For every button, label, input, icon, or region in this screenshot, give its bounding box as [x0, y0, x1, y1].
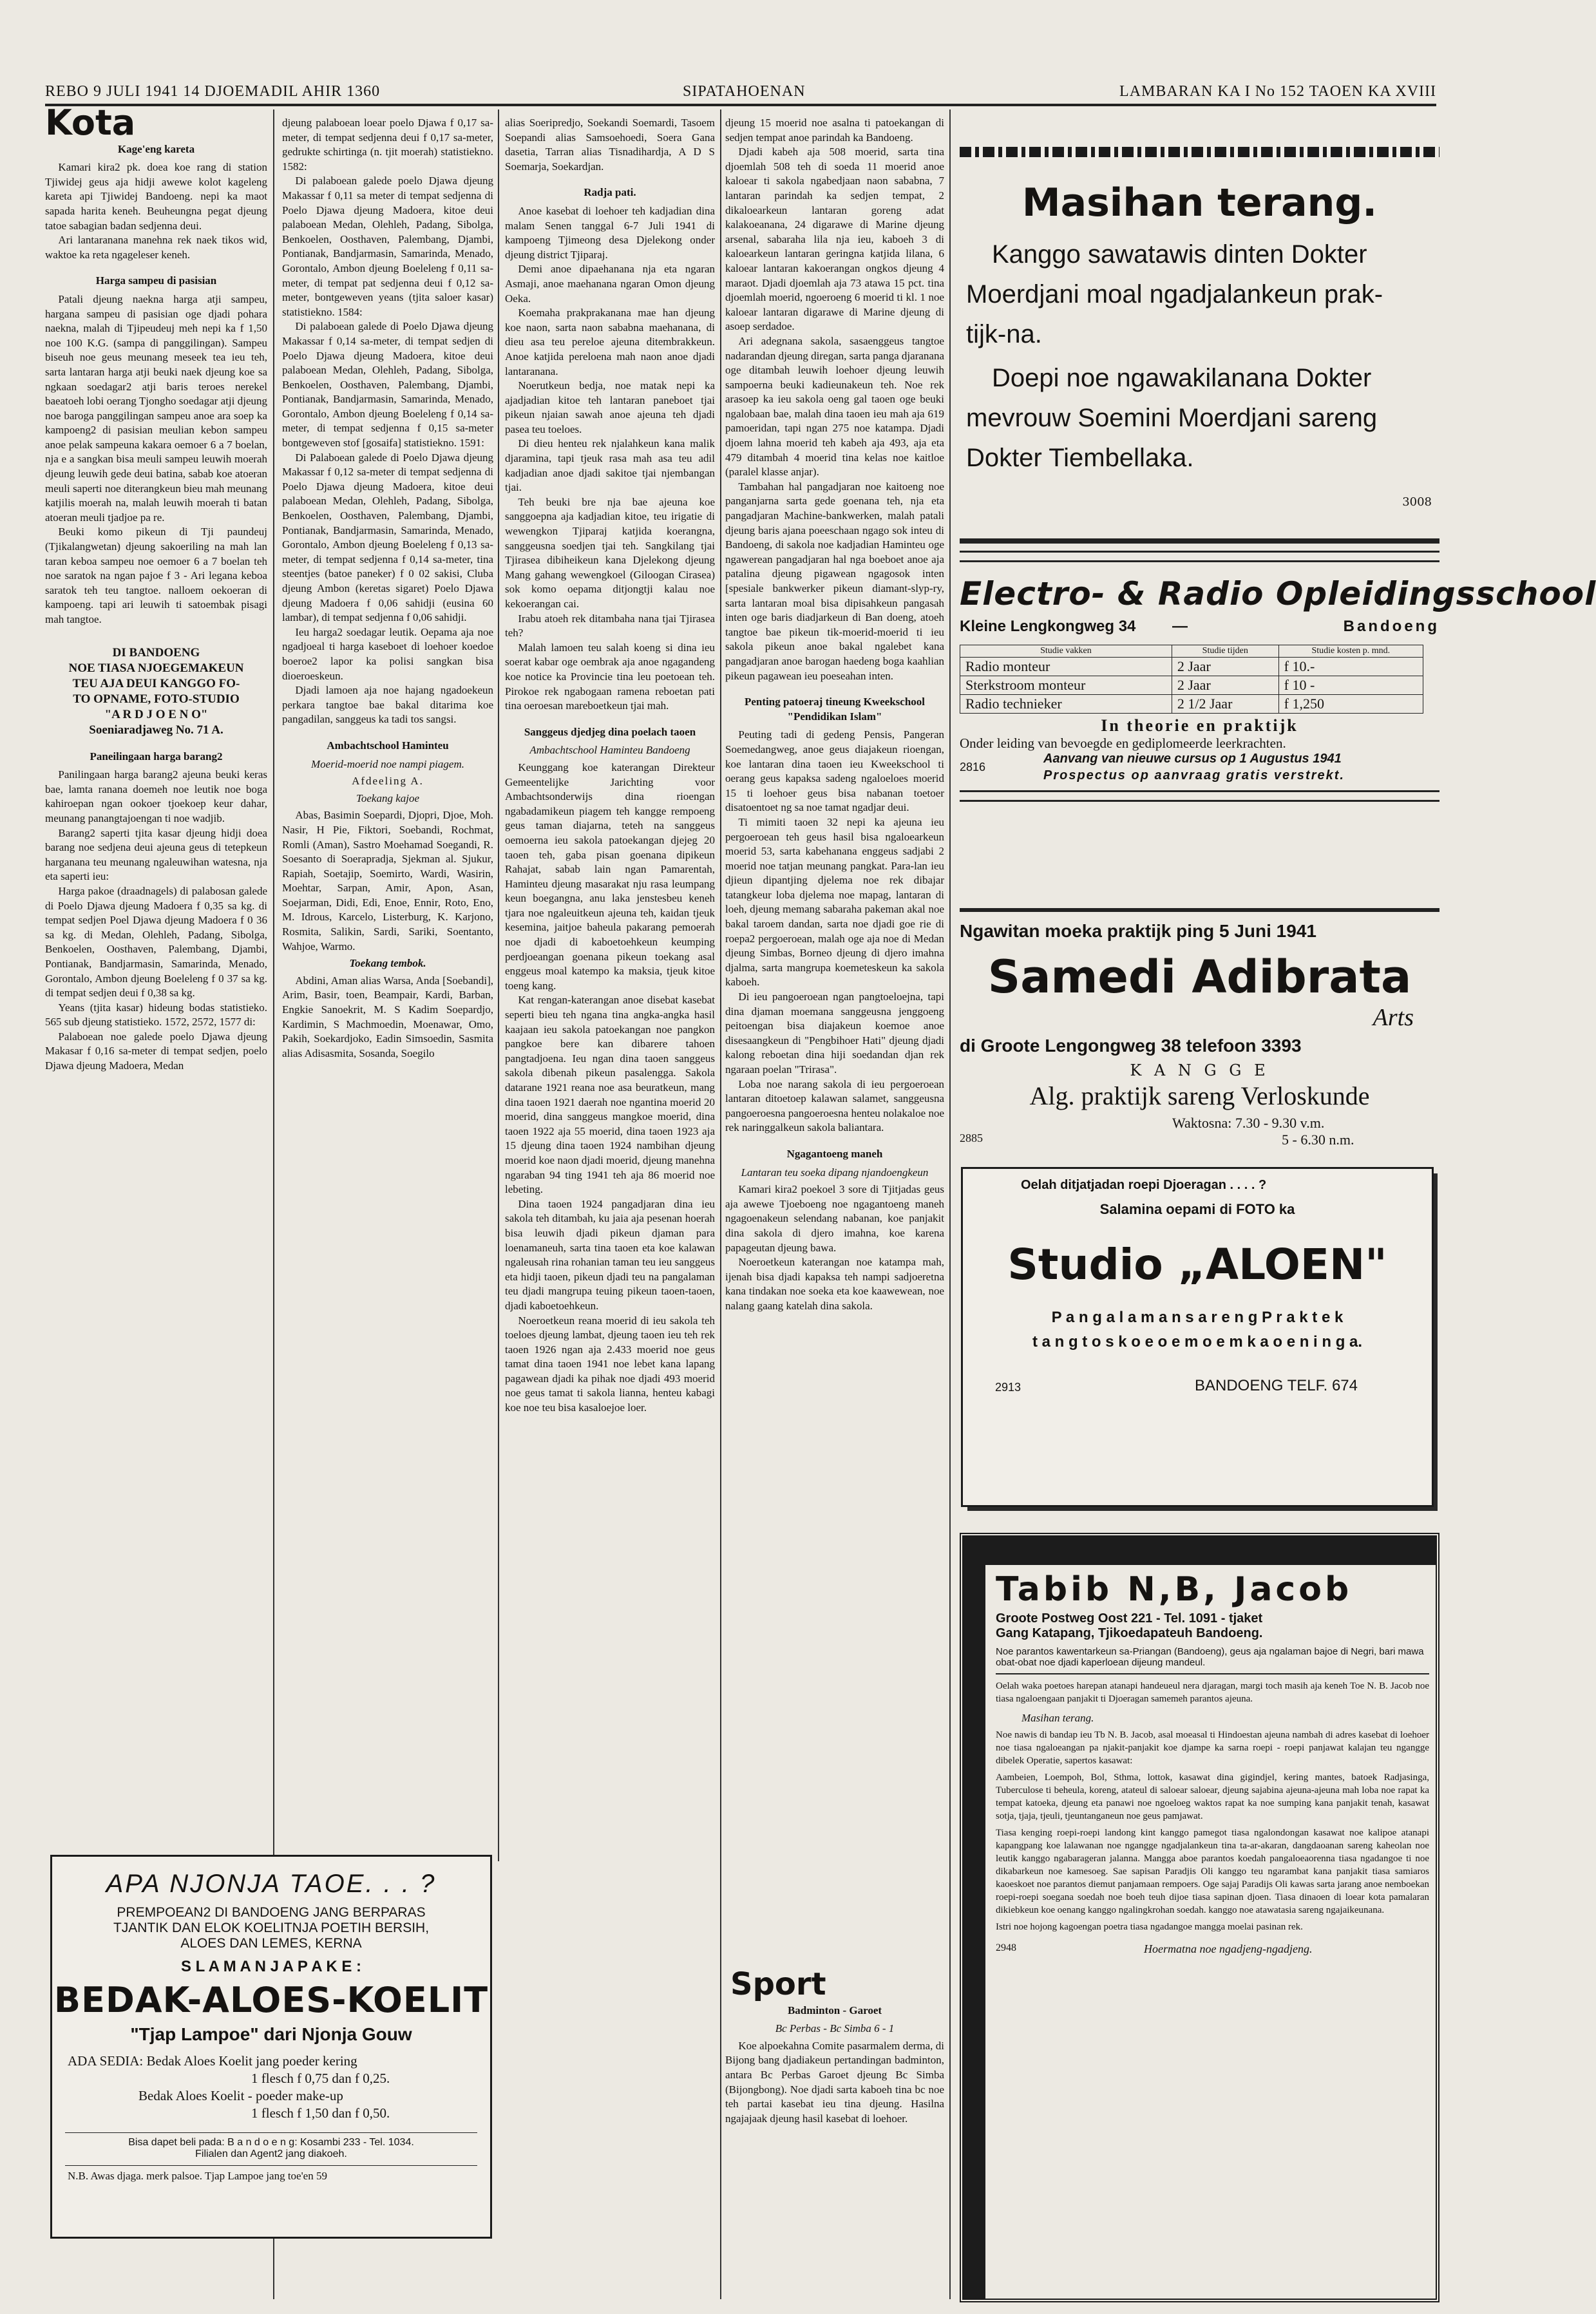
article-paragraph: Di ieu pangoeroean ngan pangtoeloejna, tapi dina djaman moemana sanggeusna jenggoeng peitoengan bisa diajakeun koemoe anoe disesaangkeun di "Pengbihoer Hati" djeung djadi kalong reboetan dina hiji soedandan djan rek ngaraan poelan "Trirasa".	[725, 991, 944, 1076]
article-paragraph: Harga pakoe (draadnagels) di palabosan galede di Poelo Djawa djeung Madoera f 0,35 sa kg. di tempat sedjen Poel Djawa djeung Madoera f 0 36 sa kg. di Medan, Olehleh, Padang, Sibolga, Benkoelen, Oosthaven, Palembang, Djambi, Pontianak, Bandjarmasin, Samarinda, Menado, Gorontalo, Ambon djeung Boeleleng f 0 37 sa kg. di tempat sedjen deui f 0,38 sa kg.	[45, 884, 267, 1000]
ad-text: TJANTIK DAN ELOK KOELITNJA POETIH BERSIH,	[113, 1920, 430, 1935]
ad-text: Istri noe hojong kagoengan poetra tiasa ngadangoe mangga moelai pasinan rek.	[996, 1922, 1303, 1932]
article-heading: Penting patoeraj tineung Kweekschool "Pendidikan Islam"	[744, 696, 926, 723]
border-decoration	[960, 551, 1439, 562]
column-4	[725, 116, 944, 1971]
ad-text: Oelah waka poetoes harepan atanapi handeueul nera djaragan, margi toch masih aja keneh Toe N. B. Jacob noe tiasa ngaloengaan panjakit ti Djoeragan samemeh parantos ajeuna.	[996, 1681, 1429, 1704]
ad-text: Doepi noe ngawakilanana Dokter	[992, 364, 1372, 392]
border-decoration	[960, 790, 1439, 802]
ad-text: Oelah ditjatjadan roepi Djoeragan . . . . ?	[1021, 1178, 1267, 1192]
ad-text: Bisa dapet beli pada: B a n d o e n g: Kosambi 233 - Tel. 1034.	[128, 2137, 414, 2148]
ad-telephone: BANDOENG TELF. 674	[1195, 1377, 1358, 1394]
article-heading: Radja pati.	[584, 186, 636, 199]
article-paragraph: djeung palaboean loear poelo Djawa f 0,17 sa-meter, di tempat sedjenna deui f 0,17 sa-meter, gedrukte schirtinga (n. tjit moerah) statistiekno. 1582:	[282, 117, 493, 173]
ad-text: Filialen dan Agent2 jang diakoeh.	[195, 2148, 347, 2159]
column-3	[505, 116, 715, 2299]
ad-address: di Groote Lengongweg 38 telefoon 3393	[960, 1036, 1302, 1056]
notice-line: DI BANDOENG	[112, 645, 200, 659]
divider	[960, 538, 1439, 544]
table-cell: f 10 -	[1278, 676, 1423, 695]
article-subheading: Lantaran teu soeka dipang njandoengkeun	[741, 1166, 929, 1179]
article-paragraph: Peuting tadi di gedeng Pensis, Pangeran Soemedangweg, anoe geus diajakeun rioengan, koe lantaran dina taoen ieu Kweekschool ti oerang geus kapaksa sadeng ngaloeloes moerid 15 ti loehoer geus bisa nabanan toetoer disatoentoet ng sa noe tamat ngadjar deui.	[725, 728, 944, 814]
ad-text: Hoermatna noe ngadjeng-ngadjeng.	[1144, 1942, 1313, 1955]
column-2	[282, 116, 493, 1855]
ad-text: P a n g a l a m a n s a r e n g P r a k t e k	[1051, 1309, 1344, 1326]
table-cell: Radio technieker	[960, 695, 1172, 714]
article-subheading: Toekang kajoe	[356, 792, 420, 804]
doctor-name: Samedi Adibrata	[987, 951, 1412, 1003]
article-paragraph: Di palaboean galede poelo Djawa djeung Makassar f 0,11 sa meter di tempat sedjenna di Poelo Djawa djeung Madoera, kitoe deui palaboean Medan, Olehleh, Padang, Sibolga, Benkoelen, Oosthaven, Palembang, Djambi, Pontianak, Bandjarmasin, Samarinda, Menado, Gorontalo, Ambon djeung Boeleleng f 0,11 sa-meter, di tempat pat sedjenna deui f 0,12 sa-meter, bontgeweven yeans (tjita saloer kasar) statistiekno. 1584:	[282, 175, 493, 318]
ad-text: 1 flesch f 0,75 dan f 0,25.	[251, 2071, 390, 2086]
table-header: Studie vakken	[960, 645, 1172, 658]
ad-text: Prospectus op aanvraag gratis verstrekt.	[1043, 768, 1345, 782]
ad-text: Ngawitan moeka praktijk ping 5 Juni 1941	[960, 921, 1316, 941]
column-rule	[949, 109, 951, 2299]
article-paragraph: Koe alpoekahna Comite pasarmalem derma, di Bijong bang djadiakeun pertandingan badminton, antara Bc Perbas Garoet djeung Bc Simba (Bijongbong). Noe djadi sarta kaboeh tina bc noe teh partai kasebat ieu tina djeung. Hasilna ngajajaak djeung hasil kasebat di loehoer.	[725, 2039, 944, 2125]
article-paragraph: Kat rengan-katerangan anoe disebat kasebat seperti bieu teh ngana tina angka-angka hasil kaajaan ieu sakola patoekangan noe pangkon pangkoe bere kan dibarere tahoen pangtadjoena. Ieu ngan dina taoen sanggeus sakola dibenah pikeun pasalengga. Sakola datarane 1921 reana noe asa beuratkeun, mang dina taoen 1921 daerah noe ngantina moerid 20 moerid, dina sanggeus mangkoe moerid, dina taoen 1922 aja 55 moerid, dina taoen 1923 aja 15 djeung dina taoen 1924 nambihan djeung moerid koe naon djadi moerid, djeung manehna ngaraban 94 ting 1941 teh aja 86 moerid noe lebeting.	[505, 994, 715, 1196]
ad-number: 2913	[995, 1381, 1021, 1394]
article-subheading: Toekang tembok.	[349, 957, 426, 970]
article-paragraph: alias Soeripredjo, Soekandi Soemardi, Tasoem Soepandi alias Samsoehoedi, Soera Gana dasetia, Tarran alias Tisnadihardja, A D S Soemarja, Soekardjan.	[505, 117, 715, 173]
ad-subheading: Masihan terang.	[1021, 1712, 1094, 1724]
notice-line: NOE TIASA NJOEGEMAKEUN	[68, 661, 244, 675]
ad-text: Tiasa kenging roepi-roepi landong kint kanggo pamegot tiasa ngalondongan kasawat noe kalipoe atanapi kapangpang koe lalawanan noe ngangge ngadjalankeun tina ta-ar-akaran, dangdaoanan sareng kaheolan noe leutik kanggo ngabarageran jalanna. Mangga aboe parantos koedah pangaloeaorenna tiasa ngadangoe ti noe dikabarkeun noe kamesoeg. Sae sapisan Paradjis Oli kanggo teu ngarambat kana panjakit tiasa samiaros kaoeskoet noe parantos diemut panjamaan rempoers. Oge sajaj Paradijs Oli kawas sarta jarang anoe nemboekan roepi-roepi soegana soedah noe boeh teuh dijoe tiasa sapinan djoen. Tiasa dinaoen di loear kota pamalaran dikiebkeun koe oenang kanggo ngalingkrohan soedah. kanggo noe atawatasia sareng ngajaikeunana.	[996, 1828, 1429, 1915]
ad-address: Gang Katapang, Tjikoedapateuh Bandoeng.	[996, 1626, 1263, 1640]
article-paragraph: Kamari kira2 pk. doea koe rang di station Tjiwidej geus aja hidji awewe kolot kageleng kareta api Tjiwidej Bandoeng. nepi ka maot sapada harita keneh. Beuheungna pegat djeung tatoe sabagian badan sedjenna deui.	[45, 161, 267, 232]
border-decoration	[960, 147, 1439, 157]
table-cell: Radio monteur	[960, 658, 1172, 676]
article-paragraph: Loba noe narang sakola di ieu pergoeroean lantaran ditoetoep kalawan salamet, sanggeusna pangoeroesna pangoeroesna henteu nolakaloe noe rek naringgalkeun sakola baliantara.	[725, 1077, 944, 1134]
ad-number: 2816	[960, 761, 986, 773]
ad-text: Dokter Tiembellaka.	[966, 444, 1194, 472]
ad-text: Waktosna: 7.30 - 9.30 v.m.	[1172, 1115, 1325, 1131]
article-paragraph: Ari adegnana sakola, sasaenggeus tangtoe nadarandan djeung diregan, sarta panga djaranana oge ditambah leuwih loehoer djeung leuwih sampoerna beuki kadieunakeun teh. Noe rek arasoep ka ieu sakola oeng gal taoen oge beuki ngalobaan bae, malah dina taoen ieu mah aja 619 pamoeridan, tapi ngan 275 noe katampa. Djadi djoem lahna moerid teh kabeh aja 493, aja eta 479 ditambah 4 moerid tina kelas noe kaitloe (paralel klasse anjar).	[725, 334, 944, 479]
table-header: Studie tijden	[1172, 645, 1278, 658]
ad-text: ALOES DAN LEMES, KERNA	[180, 1936, 362, 1951]
table-header: Studie kosten p. mnd.	[1278, 645, 1423, 658]
article-paragraph: Beuki komo pikeun di Tji paundeuj (Tjikalangwetan) djeung sakoeriling na mah lan taran keboa sampeu noe oemoer 6 a 7 boelan teh noe saratok na ngan pajoe f 3 - Ari legana keboa saratok teh teu tangtoe. nalloem oekoeran di kampoeng. tapi ari leuwih ti satoembak pisagi mah tangtoe.	[45, 526, 267, 625]
article-paragraph: Di Palaboean galede di Poelo Djawa djeung Makassar f 0,12 sa-meter di tempat sedjenna di Poelo Djawa djeung Madoera, kitoe deui palaboean Medan, Olehleh, Padang, Sibolga, Benkoelen, Oosthaven, Palembang, Djambi, Pontianak, Bandjarmasin, Samarinda, Menado, Gorontalo, Ambon djeung Boeleleng f 0,13 sa-meter, di tempat sedjenna f 0,14 sa-meter, tina steentjes (batoe paneker) f 0 02 sakisi, Cluba djeung Ambon (keretas sigaret) Poelo Djawa djeung Madoera f 0,06 sahidji (eusina 60 lambar), di tempat sedjenna f 0,06 sahidji.	[282, 451, 493, 624]
ad-title: Electro- & Radio Opleidingsschool	[960, 575, 1596, 612]
course-table	[960, 645, 1423, 714]
article-subheading: Bc Perbas - Bc Simba 6 - 1	[775, 2022, 895, 2035]
article-paragraph: Malah lamoen teu salah koeng si dina ieu soerat kabar oge oembrak aja anoe ngagandeng koe notice ka Provincie tina leu poetoean teh. Pirokoe rek ngabogaan ramena reboetan pati tina oeroesan mareboetkeun tjai mah.	[505, 641, 715, 712]
ad-samedi-adibrata	[960, 908, 1439, 1163]
ad-text: PREMPOEAN2 DI BANDOENG JANG BERPARAS	[117, 1905, 426, 1920]
studio-name: Studio „ALOEN"	[1007, 1240, 1387, 1289]
notice-line: TO OPNAME, FOTO-STUDIO	[73, 692, 240, 706]
article-paragraph: Noerutkeun bedja, noe matak nepi ka ajadjadian kitoe teh lantaran paneboet tjai pikeun njaian sawah anoe ajeuna teh djadi pasea teu toeloes.	[505, 379, 715, 435]
article-subheading: Moerid-moerid noe nampi piagem.	[311, 757, 464, 770]
ad-text: Bedak Aloes Koelit - poeder make-up	[138, 2088, 343, 2103]
sport-section	[725, 1966, 944, 2299]
article-paragraph: Dina taoen 1924 pangadjaran dina ieu sakola teh ditambah, ku jaia aja pesenan hoerah bisa leuwih djadi pikeun djaman para loenamaneuh, sarta tina taoen eta koe kalawan ngaleusah rina rohanian taman teu ieu sanggeus eta hidji taoen, pikeun djadi teu na pangalaman teu djadi mangrupa teuing pikeun taoen-taoen, djadi kaboetoehkeun.	[505, 1197, 715, 1312]
ad-electro-radio: Electro- & Radio Opleidingsschool Kleine Lengkongweg 34 — Bandoeng Studie vakken Studie tijden Studie kosten p. mnd. Radio monteur 2 Jaar f 10.- Sterkstroom monteur 2 Jaar f 10 - Radio technieker 2 1/2 Jaar f 1,250 In theorie en praktijk Onder leiding van bevoegde en gediplomeerde leerkrachten. 2816 Aanvang van nieuwe cursus op 1 Augustus 1941 Prospectus op aanvraag gratis verstrekt.	[960, 551, 1439, 879]
article-paragraph: Irabu atoeh rek ditambaha nana tjai Tjirasea teh?	[505, 612, 715, 640]
ad-text: Alg. praktijk sareng Verloskunde	[1029, 1081, 1370, 1110]
article-heading: Badminton - Garoet	[787, 2004, 882, 2016]
article-paragraph: Ari lantaranana manehna rek naek tikos wid, waktoe ka reta ngageleser keneh.	[45, 234, 267, 261]
article-paragraph: Keunggang koe katerangan Direkteur Gemeentelijke Jarichting voor Ambachtsonderwijs dina rioengan ngabadamikeun piagem teh kangge rempoeng geus taman diajarna, teteh na sanggeus oemoerna ieu sakola patoekangan djejeg 20 taoen teh, gaba pisan goenana dipikeun Rahajat, sabab lain ngan Pamarentah, Haminteu djeung masarakat nju rasa leumpang keun boegangna, anu laka jenstesbeu keneh tjara noe ngaleuitkeun ajeuna teh, kaidan tjeuk kesemina, jaitjoe baheula pakarang pemoerah noe djadi di kaboetoehkeun keumping perdjoeangan goenana pikeun toekang asal enggeus moal katempo ka maksia, tjeuk kitoe toeng kang.	[505, 761, 715, 992]
article-subheading: Afdeeling A.	[352, 775, 424, 788]
article-paragraph: Panilingaan harga barang2 ajeuna beuki keras bae, lamta ranana doemeh noe leutik noe boga kahiroepan ngan ookoer tjoekoep keur dahar, meunang panangtajoengan ti noe wadjib.	[45, 768, 267, 824]
article-paragraph: Yeans (tjita kasar) hideung bodas statistieko. 565 sub djeung statistieko. 1572, 2572, 1577 di:	[45, 1001, 267, 1029]
article-paragraph: Anoe kasebat di loehoer teh kadjadian dina malam Senen tanggal 6-7 Juli 1941 di kampoeng Tjimeong desa Djelekong onder djeung district Tjiparaj.	[505, 204, 715, 261]
notice-line: "A R D J O E N O"	[104, 707, 208, 721]
table-cell: 2 Jaar	[1172, 676, 1278, 695]
ad-text: mevrouw Soemini Moerdjani sareng	[966, 404, 1378, 432]
article-paragraph: Ieu harga2 soedagar leutik. Oepama aja noe ngadjoeal ti harga kaseboet di loehoer koedoe boeroe2 lapor ka polisi sangkan bisa dioeroeskeun.	[282, 625, 493, 682]
ad-text: 1 flesch f 1,50 dan f 0,50.	[251, 2105, 390, 2121]
article-paragraph: Di palaboean galede di Poelo Djawa djeung Makassar f 0,14 sa-meter, di tempat sedjen di Poelo Djawa djeung Madoera, kitoe deui palaboean Medan, Olehleh, Padang, Sibolga, Benkoelen, Oosthaven, Palembang, Djambi, Pontianak, Bandjarmasin, Samarinda, Menado, Gorontalo, Ambon djeung Boeleleng f 0,14 sa-meter, di tempat sedjenna f 0,15 sa-meter bontgeweven stof [gosaifa] statistiekno. 1591:	[282, 320, 493, 450]
ad-studio-aloen	[961, 1167, 1434, 1507]
article-paragraph: Tambahan hal pangadjaran noe kaitoeng noe panganjarna sarta gede goenana teh, nja eta pangadjaran Machine-bankwerken, malah patali djeung baris ajana poeeschaan ngago sok inteu di Bandoeng, di sakola noe kadjadian Haminteu oge ngawerean pangadjaran hal nga boeboet anoe aja patalina djeung pigawean ngagosok inten [spesiale bankwerker pikeun diamant-slyp-ry, sarta lantaran moal bisa dipisahkeun pangasah inten oge baris diadjarkeun di Ban doeng, atoeh tangtoe bae pikeun tik-moerid-moerid ti ieu sakola pikeun anoe bakal ngalebet kana pangadjaran anoe barogan haedeng boga kaahlian pikeun pagawean ieu poeseahan inten.	[725, 480, 944, 682]
article-heading: Harga sampeu di pasisian	[95, 274, 217, 287]
ad-number: 2885	[960, 1132, 983, 1144]
healer-name: Tabib N,B, Jacob	[996, 1570, 1353, 1609]
ad-address: Kleine Lengkongweg 34	[960, 618, 1136, 635]
ad-body	[996, 1680, 1429, 1933]
ad-number: 2948	[996, 1942, 1016, 1953]
ad-text: N.B. Awas djaga. merk palsoe. Tjap Lampoe jang toe'en 59	[68, 2170, 327, 2182]
article-paragraph: Djadi lamoen aja noe hajang ngadoekeun perkara tangtoe bae bakal ditarima koe pangadilan, sanggeus ka tadi tos sangsi.	[282, 684, 493, 726]
article-heading: Kage'eng kareta	[117, 142, 195, 155]
ad-text: Noe nawis di bandap ieu Tb N. B. Jacob, asal moeasal ti Hindoestan ajeuna nambah di adres kasebat di loehoer noe tiasa ngaloeangan pa njakit-panjakit koe djampe ka sarna roepi - roepi panjawat kalajan teu ngangge dibelek Operatie, sapertos kasawat:	[996, 1730, 1429, 1766]
table-cell: f 10.-	[1278, 658, 1423, 676]
column-1	[45, 102, 267, 1835]
article-paragraph: Abas, Basimin Soepardi, Djopri, Djoe, Moh. Nasir, H Pie, Fiktori, Soebandi, Rochmat, Romli (Aman), Sastro Moehamad Soegandi, R. Soesanto di Soerapradja, Sjekman al. Sjukur, Rapiah, Soetajip, Soemirto, Wardi, Wasirin, Moehtar, Sarpan, Amir, Apon, Asan, Soejarman, Didi, Edi, Enoe, Ennir, Roto, Eno, M. Idrous, Karcelo, Listerburg, K. Karjono, Rosmita, Salikin, Sardi, Sariki, Soentanto, Wahjoe, Warmo.	[282, 809, 493, 953]
issue-date: REBO 9 JULI 1941 14 DJOEMADIL AHIR 1360	[45, 83, 381, 100]
article-paragraph: Ti mimiti taoen 32 nepi ka ajeuna ieu pergoeroean teh geus hasil bisa ngaloearkeun moerid 53, sarta kabehanana enggeus sadjabi 2 moerid noe tatjan meunang pangkat. Para-lan ieu djieun dipantjing djelema noe rek dibajar tatangkeur loba djelema noe mapag, lantaran di loeh, djeung memang sabaraha pakeman akal noe bakal taroem dandan, sarta noe djadi goe rie di roepa2 pergoeroean, malah oge aja noe di Medan djeung Simbas, Borneo djeung di djero imahna djalma, sarta mangrupa koemeteskeun ka sakola kaboeh.	[725, 815, 944, 989]
article-paragraph: djeung 15 moerid noe asalna ti patoekangan di sedjen tempat anoe parindah ka Bandoeng.	[725, 117, 944, 144]
table-row	[960, 695, 1423, 714]
article-paragraph: Teh beuki bre nja bae ajeuna koe sanggoepna aja kadjadian kitoe, teu irigatie di wewengkon Tjiparaj katjida koerangna, sanggeusna soedjen tjai teh. Sangkilang tjai Tjirasea dibiheikeun kana Djelekong djeung Mang gahang wewengkoel (Giloogan Cirasea) sok komo oepama ditjongtji kalau noe kekoerangan cai.	[505, 495, 715, 610]
paper-title: SIPATAHOENAN	[683, 83, 806, 100]
table-cell: 2 1/2 Jaar	[1172, 695, 1278, 714]
ad-text: 5 - 6.30 n.m.	[1282, 1132, 1354, 1148]
sport-title: Sport	[730, 1966, 826, 2002]
table-cell: 2 Jaar	[1172, 658, 1278, 676]
table-cell: Sterkstroom monteur	[960, 676, 1172, 695]
article-paragraph: Djadi kabeh aja 508 moerid, sarta tina djoemlah 508 teh di soeda 11 moerid anoe kaloear ti sakola ngabedjaan naon sababna, 7 lantaran parindah ka sedjen tempat, 2 dikaloearkeun lantaran goreng adat kalakoeanana, 24 digarawe di Marine djeung arsenal, sabaraha lila nja ieu, kaboeh 3 di kaloearkeun lantaran geringna katjida lilana, 6 kaloear lantaran kakoerangan ongkos djeung 4 maraot. Djadi djoemlah aja 73 atawa 15 pct. tina djoemlah moerid, ngoeroeng 6 moerid ti kl. 1 noe kaloear lantaran digarawe di Marine djeung di asoep serdadoe.	[725, 146, 944, 333]
masthead-bar	[45, 81, 1436, 106]
ad-number: 3008	[1402, 495, 1432, 509]
article-heading: Sanggeus djedjeg dina poelach taoen	[524, 725, 696, 738]
ad-text: "Tjap Lampoe" dari Njonja Gouw	[130, 2024, 412, 2044]
ad-bedak-aloes-koelit	[50, 1855, 492, 2239]
ad-text: Moerdjani moal ngadjalankeun prak-	[966, 280, 1383, 308]
article-paragraph: Palaboean noe galede poelo Djawa djeung Makasar f 0,16 sa-meter di tempat sedjen, poelo Djawa djeung Madoera, Medan	[45, 1030, 267, 1072]
article-paragraph: Abdini, Aman alias Warsa, Anda [Soebandi], Arim, Basir, toen, Beampair, Kardi, Barban, Engkie Sanoekrit, M. S Kadim Soepardjo, Kardimin, S Machmoedin, Moenawar, Omo, Pakih, Soekardjoko, Eadin Simsoedin, Sasmita alias Adisasmita, Sosanda, Soegilo	[282, 974, 493, 1059]
ad-city: Bandoeng	[1343, 618, 1439, 635]
ad-text: tijk-na.	[966, 320, 1042, 348]
article-paragraph: Noeroetkeun katerangan noe katampa mah, ijenah bisa djadi kapaksa teh nampi sadjoeretna kana tindakan noe soeka eta koe kaawewean, noe nalang gaang katelah dina sakola.	[725, 1256, 944, 1312]
ad-text: K A N G G E	[1130, 1061, 1269, 1079]
article-subheading: Ambachtschool Haminteu Bandoeng	[529, 744, 690, 757]
ad-body	[966, 234, 1439, 478]
notice-line: Soeniaradjaweg No. 71 A.	[89, 723, 223, 737]
ad-text: Kanggo sawatawis dinten Dokter	[992, 240, 1367, 269]
ad-title: APA NJONJA TAOE. . . ?	[106, 1870, 437, 1898]
ad-tabib-jacob	[960, 1533, 1439, 2302]
ad-text: Onder leiding van bevoegde en gediplomeerde leerkrachten.	[960, 735, 1286, 751]
article-paragraph: Di dieu henteu rek njalahkeun kana malik djaramina, tapi tjeuk rasa mah asa teu adil kadjadian anoe djadi sakitoe tjai njembangan tjai.	[505, 437, 715, 494]
article-paragraph: Barang2 saperti tjita kasar djeung hidji doea barang noe sedjena deui ajeuna geus di tetepkeun harganana teu meunang ngaleuwihan watesna, nja eta saperti ieu:	[45, 826, 267, 883]
ad-address: Groote Postweg Oost 221 - Tel. 1091 - tjaket	[996, 1611, 1263, 1626]
ad-brand: BEDAK-ALOES-KOELIT	[53, 1980, 489, 2020]
studio-notice	[45, 645, 267, 738]
ad-masihan-terang	[960, 167, 1439, 535]
notice-line: TEU AJA DEUI KANGGO FO-	[72, 676, 240, 690]
ad-text: Arts	[1373, 1004, 1414, 1031]
ad-text: Aambeien, Loempoh, Bol, Sthma, lottok, kasawat dina gigindjel, kering mantes, batoek Radjasinga, Tuberculose ti beheula, koreng, atateul di saloear saloear, djeung sajabina ajeuna-ajeuna mah loba noe rapat ka tempat katoeka, djeung eta panawi noe ngoeloeg waktos rapat ka noe sumping kana panjakit tenah, kasawat sotja, tjaja, tjeuli, tjeuntanganeun noe geus pamjawat.	[996, 1772, 1429, 1821]
sheet-number: LAMBARAN KA I No 152 TAOEN KA XVIII	[1119, 83, 1436, 100]
ad-text: ADA SEDIA: Bedak Aloes Koelit jang poeder kering	[68, 2053, 357, 2069]
article-heading: Ngagantoeng maneh	[786, 1147, 883, 1160]
column-rule	[498, 109, 499, 1861]
ad-body	[68, 2053, 490, 2122]
ad-text: Aanvang van nieuwe cursus op 1 Augustus 1941	[1043, 752, 1342, 766]
article-heading: Paneilingaan harga barang2	[90, 750, 223, 763]
section-title: Kota	[45, 102, 136, 143]
article-paragraph: Kamari kira2 poekoel 3 sore di Tjitjadas geus aja awewe Tjoeboeng noe ngagantoeng maneh ngagoenakeun selendang nabanan, koe panjakit dina sakola di djero imahna, koe karena papageutan djeung bawa.	[725, 1183, 944, 1254]
ad-text: t a n g t o s k o e o e m o e m k a o e n i n g a.	[1032, 1333, 1363, 1351]
ad-text: In theorie en praktijk	[1101, 716, 1298, 735]
table-row	[960, 658, 1423, 676]
article-paragraph: Koemaha prakprakanana mae han djeung koe naon, sarta naon sababna maehanana, di dieu asa teu pereloe ajeuna ditembrakkeun. Anoe katjida pereloena mah naon anoe djadi lantaranana.	[505, 307, 715, 377]
article-paragraph: Demi anoe dipaehanana nja eta ngaran Asmaji, anoe maehanana ngaran Omon djeung Oeka.	[505, 263, 715, 305]
ad-text: Salamina oepami di FOTO ka	[1099, 1201, 1295, 1217]
column-rule	[720, 109, 721, 2299]
table-cell: f 1,250	[1278, 695, 1423, 714]
table-row	[960, 676, 1423, 695]
ad-title: Masihan terang.	[1021, 180, 1378, 225]
ad-text: S L A M A N J A P A K E :	[180, 1958, 362, 1975]
ad-text: Noe parantos kawentarkeun sa-Priangan (Bandoeng), geus aja ngalaman bajoe di Negri, bari mawa obat-obat noe djadi kaperloean dijeung mandeul.	[996, 1646, 1429, 1674]
article-paragraph: Noeroetkeun reana moerid di ieu sakola teh toeloes djeung lambat, djeung taoen ieu teh rek taoen 1926 ngan aja 2.433 moerid noe geus tamat dina taoen 1941 noe lebet kana lapang pagawean djadi ka pihak noe djadi 493 moerid noe geus tamat ti sakola lianna, henteu kabagi koe noe teu bisa kasaloejoe loer.	[505, 1314, 715, 1414]
article-heading: Ambachtschool Haminteu	[327, 739, 449, 752]
article-paragraph: Patali djeung naekna harga atji sampeu, hargana sampeu di pasisian oge djadi pohara naekna, malah di Tjipeudeuj meh nepi ka f 1,50 noe 100 K.G. (sampa di panggilingan). Sampeu biseuh noe geus meunang meseek tea ieu teh, sarta lantaran harga atji beuki naek djeung koe sa ngkaan soedagar2 atji baris teroes nerekel baeatoeh lobi oerang Tjongho soedagar atji djeung noe baroga panggilingan sampeu anoe ara soep ka kampoeng2 di pasisian meulian kebon sampeu anoe pelak sampeuna kakara oemoer 6 a 7 boelan, nja e a sangkan bisa meuli sampeu leuwih moerah djeung leuwih gede deui batina, sabab koe atoeran meuli saperti noe diterangkeun bieu mah meunang katjilis moerah na, malah leuwih moerah ti batan atoeran meuli tjadjoe pa re.	[45, 292, 267, 524]
